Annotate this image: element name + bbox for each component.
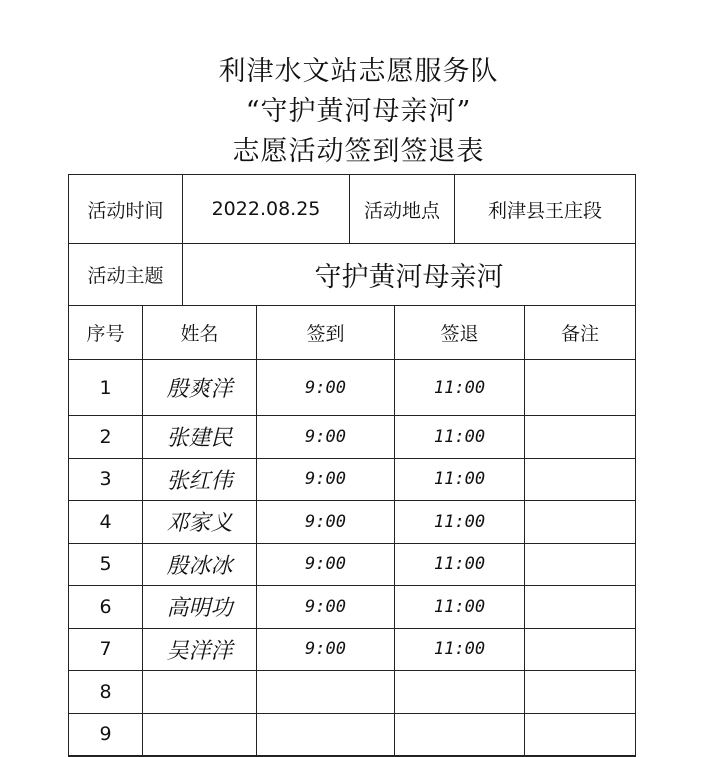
row-number: 4: [69, 501, 143, 543]
activity-place-label: 活动地点: [350, 175, 455, 243]
row-number: 8: [69, 671, 143, 713]
row-number: 9: [69, 714, 143, 756]
volunteer-signature: [143, 714, 257, 756]
note-cell: [525, 501, 635, 543]
activity-place-value: 利津县王庄段: [487, 199, 602, 222]
sign-in-time: [257, 671, 395, 713]
column-header-no: 序号: [69, 306, 143, 359]
activity-time-value: 2022.08.25: [183, 175, 350, 243]
volunteer-signature: 邓家义: [143, 501, 257, 543]
volunteer-signature: 吴洋洋: [143, 629, 257, 671]
sign-out-time: 11:00: [395, 544, 525, 586]
note-cell: [525, 586, 635, 628]
sign-out-time: 11:00: [395, 360, 525, 415]
activity-info-row: [69, 175, 635, 244]
note-cell: [525, 714, 635, 756]
sign-in-time: 9:00: [257, 416, 395, 458]
sign-in-time: 9:00: [257, 586, 395, 628]
table-row: [69, 501, 635, 544]
sign-out-time: 11:00: [395, 629, 525, 671]
note-cell: [525, 416, 635, 458]
sign-in-sheet-table: [68, 174, 636, 757]
sign-out-time: [395, 714, 525, 756]
table-row: [69, 360, 635, 416]
table-row: [69, 714, 635, 757]
volunteer-signature: [143, 671, 257, 713]
table-row: [69, 629, 635, 672]
title-line-team: 利津水文站志愿服务队: [218, 56, 499, 87]
volunteer-signature: 殷爽洋: [143, 360, 257, 415]
volunteer-signature: 高明功: [143, 586, 257, 628]
sign-in-time: 9:00: [257, 360, 395, 415]
table-row: [69, 586, 635, 629]
note-cell: [525, 544, 635, 586]
column-header-sign-out: 签退: [395, 306, 525, 359]
row-number: 1: [69, 360, 143, 415]
sign-out-time: 11:00: [395, 459, 525, 501]
note-cell: [525, 360, 635, 415]
row-number: 7: [69, 629, 143, 671]
table-row: [69, 416, 635, 459]
row-number: 5: [69, 544, 143, 586]
activity-theme-value: 守护黄河母亲河: [314, 262, 504, 293]
sign-in-time: 9:00: [257, 501, 395, 543]
note-cell: [525, 629, 635, 671]
column-header-name: 姓名: [143, 306, 257, 359]
sign-out-time: 11:00: [395, 586, 525, 628]
note-cell: [525, 459, 635, 501]
form-title: [0, 52, 717, 172]
sign-in-time: 9:00: [257, 544, 395, 586]
volunteer-signature: 殷冰冰: [143, 544, 257, 586]
column-header-sign-in: 签到: [257, 306, 395, 359]
sign-in-time: 9:00: [257, 459, 395, 501]
title-line-form: 志愿活动签到签退表: [232, 136, 485, 167]
table-row: [69, 544, 635, 587]
sign-in-time: [257, 714, 395, 756]
activity-theme-row: [69, 244, 635, 306]
activity-theme-label: 活动主题: [69, 244, 183, 305]
sign-in-time: 9:00: [257, 629, 395, 671]
volunteer-signature: 张建民: [143, 416, 257, 458]
volunteer-signature: 张红伟: [143, 459, 257, 501]
sign-out-time: 11:00: [395, 416, 525, 458]
table-row: [69, 671, 635, 714]
row-number: 6: [69, 586, 143, 628]
activity-time-label: 活动时间: [69, 175, 183, 243]
column-header-note: 备注: [560, 323, 599, 345]
title-line-slogan: “守护黄河母亲河”: [245, 96, 472, 127]
column-header-row: [69, 306, 635, 360]
sign-out-time: 11:00: [395, 501, 525, 543]
row-number: 2: [69, 416, 143, 458]
row-number: 3: [69, 459, 143, 501]
note-cell: [525, 671, 635, 713]
table-row: [69, 459, 635, 502]
sign-out-time: [395, 671, 525, 713]
